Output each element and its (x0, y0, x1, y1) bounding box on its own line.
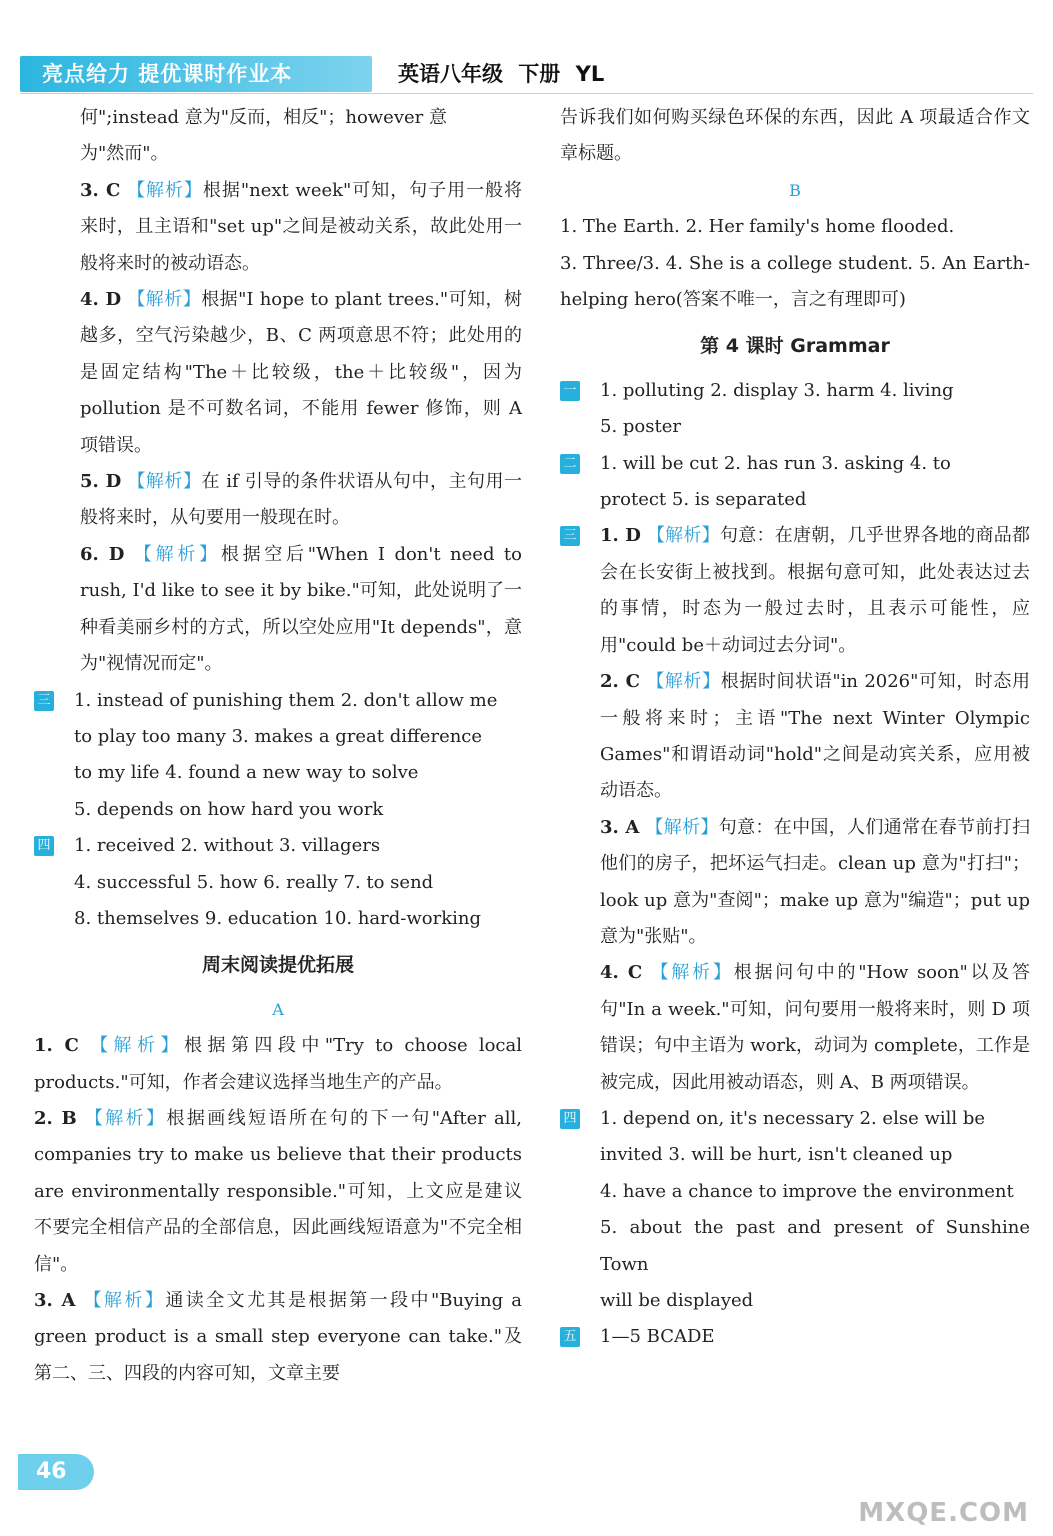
left-column (34, 100, 522, 1392)
text-line: 为"然而"。 (80, 143, 169, 165)
header-banner: 亮点给力 提优课时作业本 (20, 56, 372, 92)
text-line: protect 5. is separated (600, 489, 807, 511)
section-number-badge: 三 (34, 691, 54, 711)
answer-text: 在 if 引导的条件状语从句中，主句用一般将来时，从句要用一般现在时。 (80, 471, 522, 529)
text-line: 1. depend on, it's necessary 2. else will be (600, 1107, 986, 1129)
answer-item (600, 664, 1030, 810)
answer-number: 5. D (80, 471, 122, 493)
subsection-label: A (272, 999, 284, 1019)
answer-text: 根据空后"When I don't need to rush, I'd like to see it by bike."可知，此处说明了一种看美丽乡村的方式，所以空处应用"It depends"，意为"视情况而定"。 (80, 543, 522, 675)
text-line: 告诉我们如何购买绿色环保的东西，因此 A 项最适合作文章标题。 (560, 107, 1030, 165)
answer-number: 2. C (600, 671, 640, 693)
section-four (560, 1101, 1030, 1319)
right-column (560, 100, 1030, 1356)
answer-item (600, 518, 1030, 664)
analysis-tag: 【解析】 (133, 543, 221, 565)
answer-item (34, 537, 522, 683)
text-line: 4. successful 5. how 6. really 7. to send (74, 871, 434, 893)
answer-item (600, 955, 1030, 1101)
answer-number: 3. C (80, 179, 121, 201)
answer-text: 通读全文尤其是根据第一段中"Buying a green product is a small step everyone can take."及第二、三、四段的内容可知，文章主要 (34, 1290, 523, 1384)
text-line: 5. about the past and present of Sunshine Town (600, 1217, 1030, 1275)
analysis-tag: 【解析】 (646, 671, 721, 693)
answer-item (34, 464, 522, 537)
answer-item (34, 173, 522, 282)
header-divider (20, 93, 1033, 94)
text-line: to play too many 3. makes a great difference (74, 725, 483, 747)
answer-number: 2. B (34, 1107, 77, 1129)
text-line: 8. themselves 9. education 10. hard-working (74, 907, 481, 929)
answer-text: 句意：在唐朝，几乎世界各地的商品都会在长安街上被找到。根据句意可知，此处表达过去的事情，时态为一般过去时，且表示可能性，应用"could be＋动词过去分词"。 (600, 525, 1031, 656)
section-title: 周末阅读提优拓展 (201, 954, 354, 977)
answer-text: 根据问句中的"How soon"以及答句"In a week."可知，问句要用一般将来时，则 D 项错误；句中主语为 work，动词为 complete，工作是被完成，因此用被动语态，则 A、B 两项错误。 (600, 962, 1030, 1093)
answer-number: 4. D (80, 289, 122, 311)
analysis-tag: 【解析】 (83, 1290, 166, 1311)
answer-item (34, 1101, 522, 1283)
section-number-badge: 二 (560, 454, 580, 474)
answer-text: 根据第四段中"Try to choose local products."可知，作者会建议选择当地生产的产品。 (34, 1035, 522, 1093)
text-line: will be displayed (600, 1290, 754, 1311)
text-line: 4. have a chance to improve the environment (600, 1180, 1014, 1202)
lesson-title: 第 4 课时 Grammar (700, 335, 890, 358)
page-number: 46 (18, 1454, 94, 1490)
answer-number: 1. D (600, 525, 641, 547)
analysis-tag: 【解析】 (127, 179, 203, 201)
answer-number: 4. C (600, 962, 643, 984)
section-three (560, 518, 1030, 1101)
text-line: 5. poster (600, 416, 681, 438)
text-line: 1. instead of punishing them 2. don't allow me (74, 689, 498, 711)
text-line: 5. depends on how hard you work (74, 798, 384, 820)
subsection-label: B (789, 180, 801, 200)
text-line: invited 3. will be hurt, isn't cleaned up (600, 1144, 953, 1166)
text-line: 何";instead 意为"反而，相反"；however 意 (80, 107, 447, 128)
answer-text: 根据"I hope to plant trees."可知，树越多，空气污染越少，B、C 两项意思不符；此处用的是固定结构"The＋比较级，the＋比较级"，因为 pollution 是不可数名词，不能用 fewer 修饰，则 A 项错误。 (80, 289, 522, 456)
text-line: 3. Three/3. 4. She is a college student. 5. An Earth-helping hero(答案不唯一，言之有理即可) (560, 252, 1030, 311)
text-line: 1. will be cut 2. has run 3. asking 4. to (600, 452, 951, 474)
answer-text: 句意：在中国，人们通常在春节前打扫他们的房子，把坏运气扫走。clean up 意为"打扫"；look up 意为"查阅"；make up 意为"编造"；put up 意为"张贴"。 (600, 816, 1031, 947)
answer-item (34, 282, 522, 464)
analysis-tag: 【解析】 (127, 289, 202, 311)
section-two (560, 446, 1030, 519)
answer-text: 根据时间状语"in 2026"可知，时态用一般将来时；主语"The next Winter Olympic Games"和谓语动词"hold"之间是动宾关系，应用被动语态。 (600, 671, 1031, 802)
analysis-tag: 【解析】 (90, 1035, 184, 1057)
answer-number: 3. A (34, 1290, 76, 1311)
answer-item (34, 1028, 522, 1101)
section-number-badge: 一 (560, 381, 580, 401)
answer-number: 6. D (80, 543, 125, 565)
section-number-badge: 四 (560, 1109, 580, 1129)
answer-item (600, 810, 1030, 956)
analysis-tag: 【解析】 (127, 471, 202, 493)
section-number-badge: 三 (560, 526, 580, 546)
text-line: to my life 4. found a new way to solve (74, 762, 419, 784)
answer-number: 3. A (600, 816, 640, 838)
section-one (560, 373, 1030, 446)
text-line: 1. received 2. without 3. villagers (74, 835, 381, 857)
text-line: 1—5 BCADE (600, 1326, 715, 1348)
text-line: 1. The Earth. 2. Her family's home flooded. (560, 216, 955, 238)
analysis-tag: 【解析】 (646, 525, 720, 547)
answer-number: 1. C (34, 1035, 79, 1057)
section-five (560, 1319, 1030, 1355)
analysis-tag: 【解析】 (84, 1107, 167, 1129)
analysis-tag: 【解析】 (650, 962, 734, 984)
watermark: MXQE.COM (858, 1498, 1029, 1528)
section-number-badge: 四 (34, 836, 54, 856)
section-three (34, 683, 522, 829)
answer-text: 根据画线短语所在句的下一句"After all, companies try to make us believe that their products are environmentally responsible."可知，上文应是建议不要完全相信产品的全部信息，因此画线短语意为"不完全相信"。 (34, 1107, 522, 1275)
text-line: 1. polluting 2. display 3. harm 4. living (600, 379, 954, 401)
header-subject: 英语八年级 下册 YL (398, 62, 605, 86)
section-number-badge: 五 (560, 1327, 580, 1347)
analysis-tag: 【解析】 (645, 816, 719, 838)
answer-text: 根据"next week"可知，句子用一般将来时，且主语和"set up"之间是被动关系，故此处用一般将来时的被动语态。 (80, 179, 522, 274)
answer-item (34, 1283, 522, 1392)
section-four (34, 828, 522, 937)
